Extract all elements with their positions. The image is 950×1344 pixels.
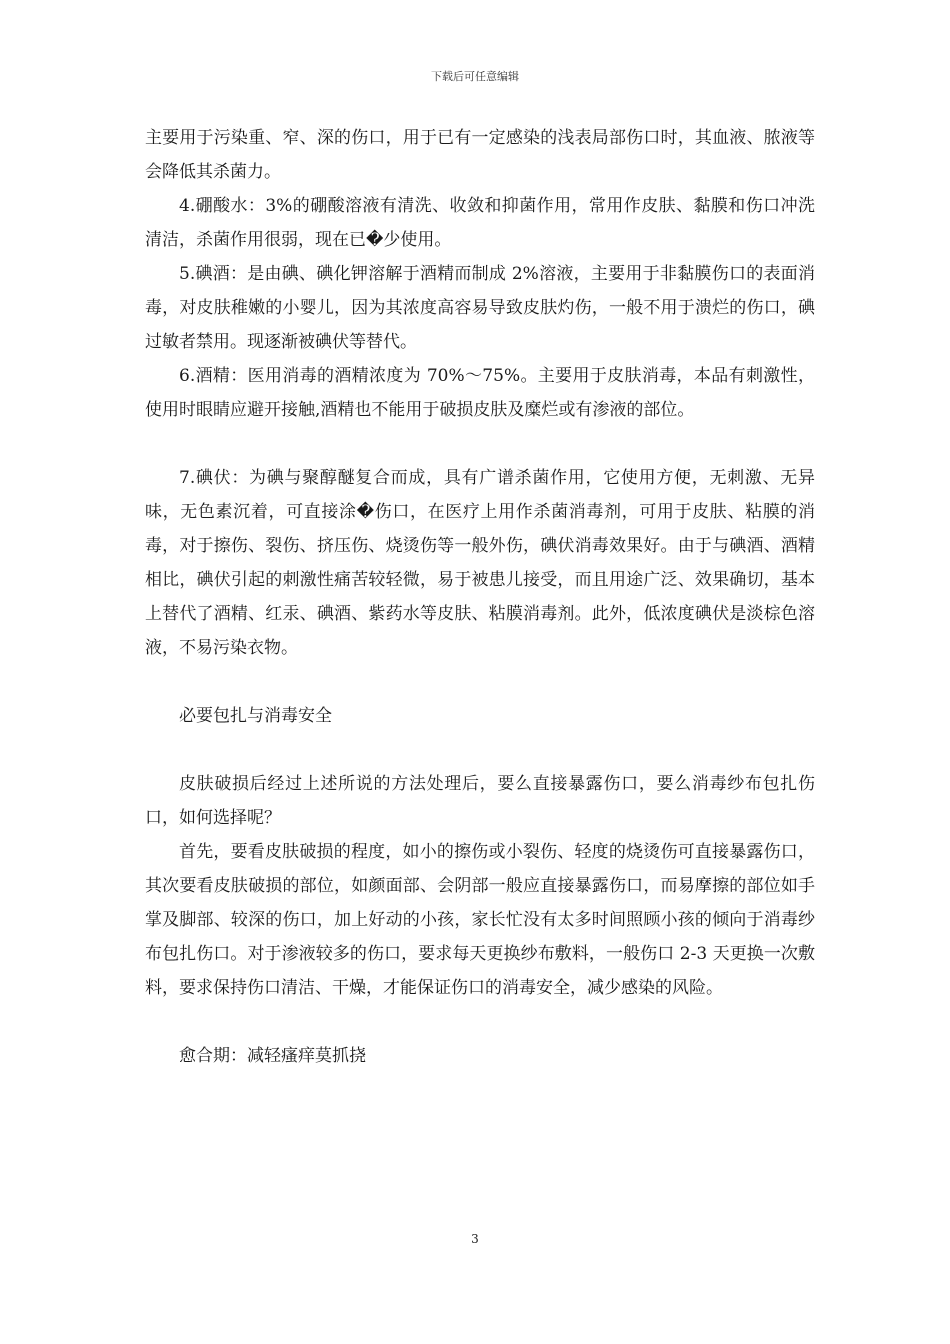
paragraph-iodine-tincture: 5.碘酒：是由碘、碘化钾溶解于酒精而制成 2%溶液，主要用于非黏膜伤口的表面消毒，对皮肤稚嫩的小婴儿，因为其浓度高容易导致皮肤灼伤，一般不用于溃烂的伤口，碘过敏者禁用。现逐渐被碘伏等替代。: [145, 264, 815, 352]
document-body: [145, 121, 815, 1073]
page-header-note: 下载后可任意编辑: [431, 70, 519, 83]
paragraph-bandaging-question: 皮肤破损后经过上述所说的方法处理后，要么直接暴露伤口，要么消毒纱布包扎伤口，如何选择呢？: [145, 774, 815, 828]
page-number: 3: [471, 1232, 479, 1246]
paragraph-povidone-iodine: 7.碘伏：为碘与聚醇醚复合而成，具有广谱杀菌作用，它使用方便，无刺激、无异味，无色素沉着，可直接涂�伤口，在医疗上用作杀菌消毒剂，可用于皮肤、粘膜的消毒，对于擦伤、裂伤、挤压伤、烧烫伤等一般外伤，碘伏消毒效果好。由于与碘酒、酒精相比，碘伏引起的刺激性痛苦较轻微，易于被患儿接受，而且用途广泛、效果确切，基本上替代了酒精、红汞、碘酒、紫药水等皮肤、粘膜消毒剂。此外，低浓度碘伏是淡棕色溶液，不易污染衣物。: [145, 468, 815, 658]
paragraph-bandaging-guidance: 首先，要看皮肤破损的程度，如小的擦伤或小裂伤、轻度的烧烫伤可直接暴露伤口，其次要看皮肤破损的部位，如颜面部、会阴部一般应直接暴露伤口，而易摩擦的部位如手掌及脚部、较深的伤口，加上好动的小孩，家长忙没有太多时间照顾小孩的倾向于消毒纱布包扎伤口。对于渗液较多的伤口，要求每天更换纱布敷料，一般伤口 2-3 天更换一次敷料，要求保持伤口清洁、干燥，才能保证伤口的消毒安全，减少感染的风险。: [145, 842, 815, 998]
paragraph-continued: 主要用于污染重、窄、深的伤口，用于已有一定感染的浅表局部伤口时，其血液、脓液等会降低其杀菌力。: [145, 128, 815, 182]
paragraph-alcohol: 6.酒精：医用消毒的酒精浓度为 70%～75%。主要用于皮肤消毒，本品有刺激性，使用时眼睛应避开接触,酒精也不能用于破损皮肤及糜烂或有渗液的部位。: [145, 366, 815, 420]
section-heading-healing: 愈合期：减轻瘙痒莫抓挠: [179, 1046, 366, 1066]
section-heading-bandaging: 必要包扎与消毒安全: [179, 706, 332, 726]
paragraph-boric-acid: 4.硼酸水：3%的硼酸溶液有清洗、收敛和抑菌作用，常用作皮肤、黏膜和伤口冲洗清洁，杀菌作用很弱，现在已�少使用。: [145, 196, 815, 250]
